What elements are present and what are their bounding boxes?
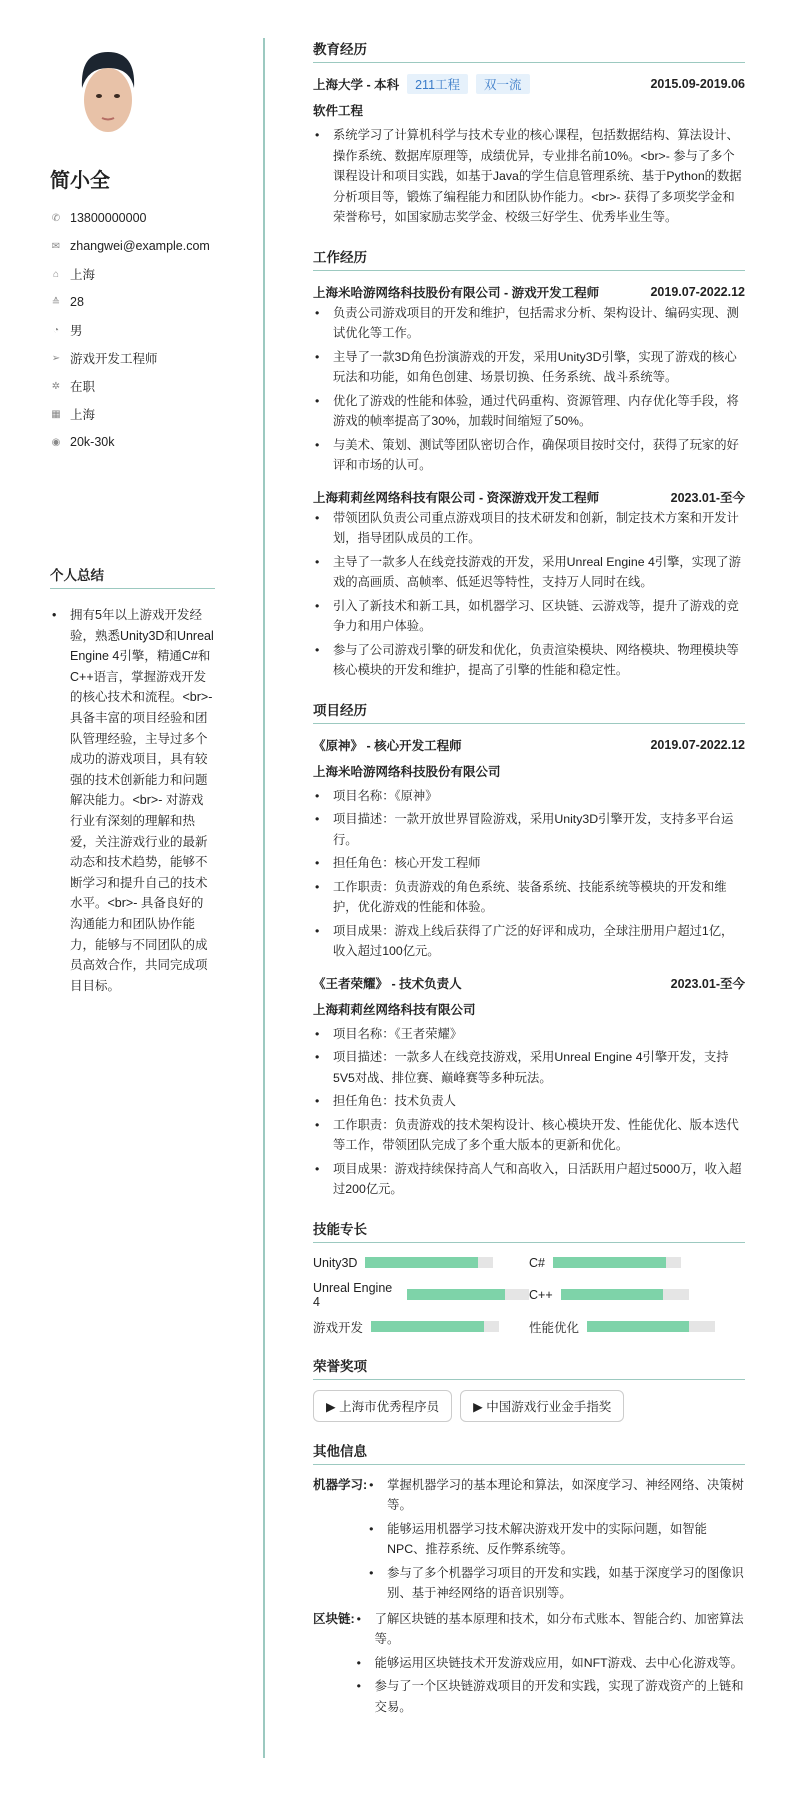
education-date: 2015.09-2019.06 [650, 77, 745, 91]
other-section [313, 1440, 745, 1721]
bullet: • 参与了一个区块链游戏项目的开发和实践，实现了游戏资产的上链和交易。 [355, 1676, 745, 1717]
skill-bar [561, 1289, 689, 1300]
bullet: • 引入了新技术和新工具，如机器学习、区块链、云游戏等，提升了游戏的竞争力和用户体验。 [313, 596, 745, 637]
home-icon: ⌂ [52, 268, 60, 280]
info-row [50, 260, 210, 288]
item-title: 《原神》 - 核心开发工程师 [313, 738, 462, 753]
education-bullet: • 系统学习了计算机科学与技术专业的核心课程，包括数据结构、算法设计、操作系统、数据库原理等，成绩优异，专业排名前10%。<br>- 参与了多个课程设计和项目实践，如基于Java的学生信息管理系统、基于Python的数据分析项目等，锻炼了编程能力和团队协作能力。<br>- 获得了多项奖学金和荣誉称号，如国家励志奖学金、校级三好学生、优秀毕业生等。 [313, 125, 745, 228]
bullet-list [313, 303, 745, 476]
bullet: • 与美术、策划、测试等团队密切合作，确保项目按时交付，获得了玩家的好评和市场的认可。 [313, 435, 745, 476]
projects-header [313, 734, 745, 756]
info-text: 13800000000 [70, 211, 147, 225]
major: 软件工程 [313, 104, 364, 118]
item-title: 《王者荣耀》 - 技术负责人 [313, 976, 462, 991]
skill-bar [553, 1257, 681, 1268]
skill-bar-fill [365, 1257, 478, 1268]
bullet-list [313, 1024, 745, 1200]
work-title: 工作经历 [313, 246, 745, 271]
bullet-list [355, 1609, 745, 1721]
education-header [313, 73, 745, 95]
skills-section [313, 1218, 745, 1337]
bullet: • 主导了一款多人在线竞技游戏的开发，采用Unreal Engine 4引擎，实现了游戏的高画质、高帧率、低延迟等特性，支持万人同时在线。 [313, 552, 745, 593]
item-date: 2023.01-至今 [670, 976, 745, 991]
building-icon: ▦ [51, 408, 61, 420]
skill-bar-fill [407, 1289, 505, 1300]
projects-section [313, 699, 745, 1200]
skill-item [529, 1253, 745, 1273]
info-text: 游戏开发工程师 [70, 352, 158, 366]
skill-bar [587, 1321, 715, 1332]
bullet: • 负责公司游戏项目的开发和维护，包括需求分析、架构设计、编码实现、测试优化等工作。 [313, 303, 745, 344]
skill-name: C++ [529, 1287, 553, 1302]
info-text: 28 [70, 295, 84, 309]
info-row [50, 316, 210, 344]
skill-bar [407, 1289, 529, 1300]
bullet: • 能够运用机器学习技术解决游戏开发中的实际问题，如智能NPC、推荐系统、反作弊系统等。 [367, 1519, 745, 1560]
phone-icon: ✆ [51, 212, 61, 224]
item-title: 上海莉莉丝网络科技有限公司 - 资深游戏开发工程师 [313, 490, 600, 505]
play-icon: ▶ [326, 1399, 340, 1414]
skill-item [313, 1280, 529, 1309]
work-item [313, 281, 745, 476]
bullet: • 项目名称：《王者荣耀》 [313, 1024, 745, 1045]
bullet: • 主导了一款3D角色扮演游戏的开发，采用Unity3D引擎，实现了游戏的核心玩法和功能，如角色创建、场景切换、任务系统、战斗系统等。 [313, 347, 745, 388]
info-text: 20k-30k [70, 435, 115, 449]
info-row [50, 344, 210, 372]
bullet: • 担任角色：技术负责人 [313, 1091, 745, 1112]
bullet: • 工作职责：负责游戏的技术架构设计、核心模块开发、性能优化、版本迭代等工作，带领团队完成了多个重大版本的更新和优化。 [313, 1115, 745, 1156]
summary-title: 个人总结 [50, 564, 215, 589]
skill-name: Unity3D [313, 1255, 358, 1270]
bullet: • 参与了公司游戏引擎的研发和优化，负责渲染模块、网络模块、物理模块等核心模块的开发和维护，提高了引擎的性能和稳定性。 [313, 640, 745, 681]
bullet: • 工作职责：负责游戏的角色系统、装备系统、技能系统等模块的开发和维护，优化游戏的性能和体验。 [313, 877, 745, 918]
item-date: 2023.01-至今 [670, 490, 745, 505]
bullet: • 项目成果：游戏上线后获得了广泛的好评和成功，全球注册用户超过1亿，收入超过100亿元。 [313, 921, 745, 962]
skill-bar-fill [587, 1321, 689, 1332]
skill-bar [371, 1321, 499, 1332]
play-icon: ▶ [473, 1399, 487, 1414]
bullet: • 担任角色：核心开发工程师 [313, 853, 745, 874]
work-header [313, 281, 745, 303]
mail-icon: ✉ [51, 240, 61, 252]
other-label: 机器学习: [313, 1477, 368, 1492]
skill-name: Unreal Engine 4 [313, 1280, 393, 1309]
work-item [313, 486, 745, 681]
info-row [50, 288, 210, 316]
bullet: • 项目描述：一款开放世界冒险游戏，采用Unity3D引擎开发，支持多平台运行。 [313, 809, 745, 850]
bullet: • 项目描述：一款多人在线竞技游戏，采用Unreal Engine 4引擎开发，支持5V5对战、排位赛、巅峰赛等多种玩法。 [313, 1047, 745, 1088]
education-section [313, 38, 745, 228]
main-content [313, 38, 745, 1738]
projects-item [313, 734, 745, 962]
summary-text: • 拥有5年以上游戏开发经验，熟悉Unity3D和Unreal Engine 4引擎，精通C#和C++语言，掌握游戏开发的核心技术和流程。<br>- 具备丰富的项目经验和团队管理经验，主导过多个成功的游戏项目，具有较强的技术创新能力和问题解决能力。<br>- 对游戏行业有深刻的理解和热爱，关注游戏行业的最新动态和技术趋势，能够不断学习和提升自己的技术水平。<br>- 具备良好的沟通能力和团队协作能力，能够与不同团队的成员高效合作，共同完成项目目标。 [50, 605, 215, 996]
bullet: • 带领团队负责公司重点游戏项目的技术研发和创新，制定技术方案和开发计划，指导团队成员的工作。 [313, 508, 745, 549]
award-label: 中国游戏行业金手指奖 [486, 1399, 612, 1414]
skill-bar-fill [553, 1257, 666, 1268]
info-text: 上海 [70, 268, 96, 282]
item-title: 上海米哈游网络科技股份有限公司 - 游戏开发工程师 [313, 285, 600, 300]
info-row [50, 372, 210, 400]
status-icon: ✲ [51, 380, 61, 392]
bullet: • 能够运用区块链技术开发游戏应用，如NFT游戏、去中心化游戏等。 [355, 1653, 745, 1674]
item-date: 2019.07-2022.12 [650, 284, 745, 299]
skill-name: 性能优化 [529, 1320, 580, 1335]
award-button[interactable] [460, 1390, 624, 1422]
company: 上海莉莉丝网络科技有限公司 [313, 1002, 476, 1017]
skill-item [313, 1253, 529, 1273]
sidebar [0, 0, 264, 1794]
company: 上海米哈游网络科技股份有限公司 [313, 764, 501, 779]
item-date: 2019.07-2022.12 [650, 737, 745, 752]
summary-section [50, 564, 215, 999]
info-text: 上海 [70, 408, 96, 422]
divider [263, 38, 265, 1758]
skills-title: 技能专长 [313, 1218, 745, 1243]
send-icon: ➢ [51, 352, 61, 364]
bullet-list [367, 1475, 745, 1607]
profile-name: 简小全 [50, 170, 110, 192]
other-item [313, 1609, 745, 1721]
projects-title: 项目经历 [313, 699, 745, 724]
info-row [50, 232, 210, 260]
skill-item [529, 1285, 745, 1305]
skill-bar-fill [371, 1321, 484, 1332]
projects-item [313, 972, 745, 1200]
school: 上海大学 - 本科 [313, 78, 400, 92]
awards-section [313, 1355, 745, 1422]
bullet: • 项目成果：游戏持续保持高人气和高收入，日活跃用户超过5000万，收入超过200亿元。 [313, 1159, 745, 1200]
bullet-list [313, 786, 745, 962]
awards-title: 荣誉奖项 [313, 1355, 745, 1380]
info-row [50, 428, 210, 456]
info-text: zhangwei@example.com [70, 239, 210, 253]
work-section [313, 246, 745, 681]
other-title: 其他信息 [313, 1440, 745, 1465]
tag: 211工程 [407, 74, 468, 94]
salary-icon: ◉ [51, 436, 61, 448]
bullet-list [313, 508, 745, 681]
info-text: 在职 [70, 380, 96, 394]
skill-item [313, 1317, 529, 1337]
skill-name: C# [529, 1255, 545, 1270]
skill-bar [365, 1257, 493, 1268]
education-title: 教育经历 [313, 38, 745, 63]
skill-item [529, 1317, 745, 1337]
tag: 双一流 [476, 74, 530, 94]
info-row [50, 204, 210, 232]
other-label: 区块链: [313, 1611, 355, 1626]
work-header [313, 486, 745, 508]
cake-icon: ≙ [51, 296, 61, 308]
bullet: • 掌握机器学习的基本理论和算法，如深度学习、神经网络、决策树等。 [367, 1475, 745, 1516]
other-item [313, 1475, 745, 1607]
bullet: • 参与了多个机器学习项目的开发和实践，如基于深度学习的图像识别、基于神经网络的语音识别等。 [367, 1563, 745, 1604]
skill-name: 游戏开发 [313, 1320, 364, 1335]
avatar [72, 44, 144, 140]
skill-bar-fill [561, 1289, 663, 1300]
info-row [50, 400, 210, 428]
bullet: • 项目名称：《原神》 [313, 786, 745, 807]
bullet: • 了解区块链的基本原理和技术，如分布式账本、智能合约、加密算法等。 [355, 1609, 745, 1650]
projects-header [313, 972, 745, 994]
contact-info [50, 204, 210, 456]
award-button[interactable] [313, 1390, 452, 1422]
info-text: 男 [70, 324, 83, 338]
award-label: 上海市优秀程序员 [339, 1399, 440, 1414]
bullet: • 优化了游戏的性能和体验，通过代码重构、资源管理、内存优化等手段，将游戏的帧率提高了30%，加载时间缩短了50%。 [313, 391, 745, 432]
gender-icon: ◔ [52, 324, 60, 336]
